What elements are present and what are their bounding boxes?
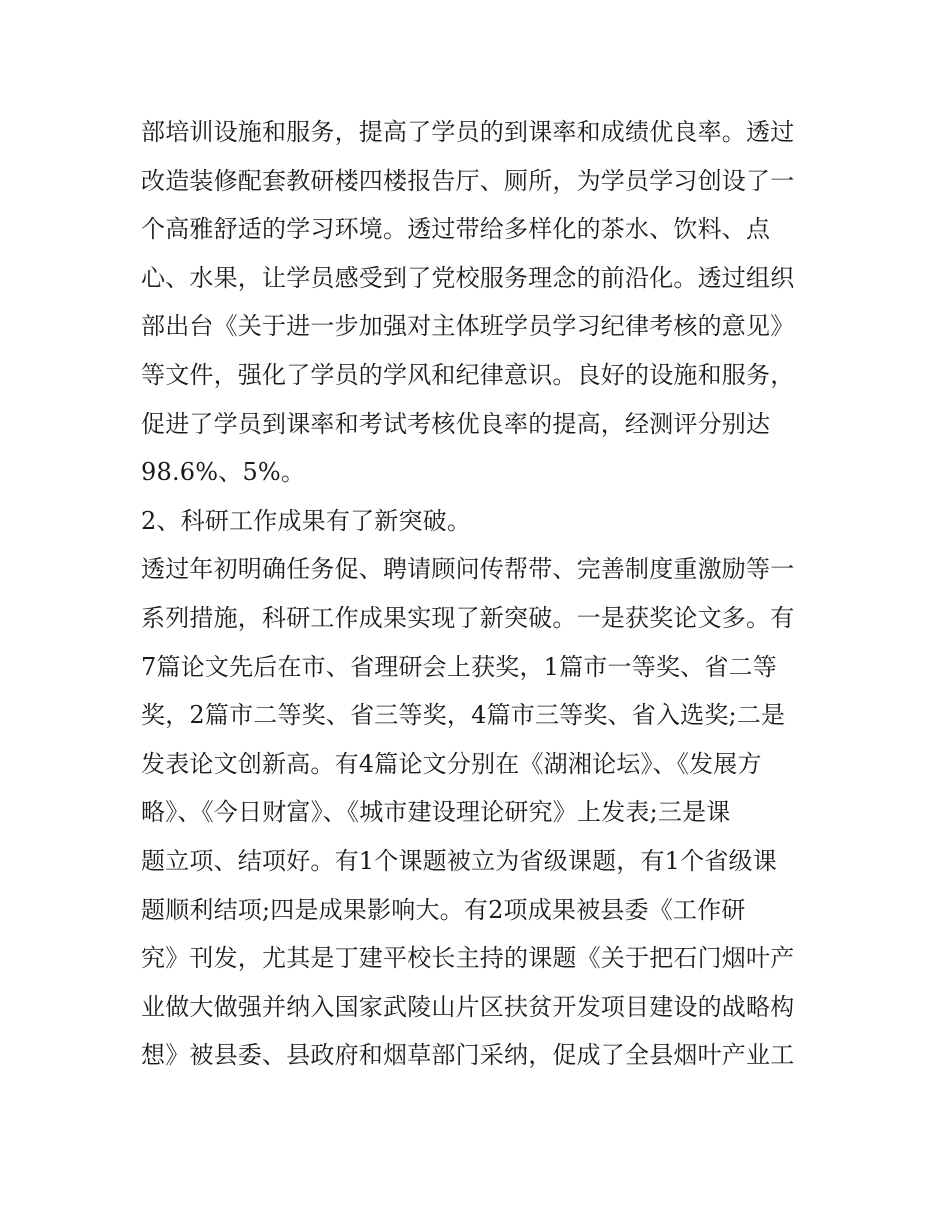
text-line: 个高雅舒适的学习环境。透过带给多样化的茶水、饮料、点 <box>141 215 771 244</box>
text-line: 7篇论文先后在市、省理研会上获奖，1篇市一等奖、省二等 <box>141 652 777 681</box>
text-line: 业做大做强并纳入国家武陵山片区扶贫开发项目建设的战略构 <box>141 992 795 1021</box>
text-line: 部出台《关于进一步加强对主体班学员学习纪律考核的意见》 <box>141 312 795 341</box>
text-line: 略》、《今日财富》、《城市建设理论研究》上发表;三是课 <box>141 798 731 827</box>
text-line: 部培训设施和服务，提高了学员的到课率和成绩优良率。透过 <box>141 118 795 146</box>
text-line: 系列措施，科研工作成果实现了新突破。一是获奖论文多。有 <box>141 603 795 632</box>
text-line: 题立项、结项好。有1个课题被立为省级课题，有1个省级课 <box>141 846 777 875</box>
body-text <box>141 108 821 1080</box>
text-line: 等文件，强化了学员的学风和纪律意识。良好的设施和服务， <box>141 360 795 389</box>
section-heading: 2、科研工作成果有了新突破。 <box>141 506 472 535</box>
text-line: 发表论文创新高。有4篇论文分别在《湖湘论坛》、《发展方 <box>141 749 762 778</box>
text-line: 想》被县委、县政府和烟草部门采纳，促成了全县烟叶产业工 <box>141 1041 795 1070</box>
text-line: 究》刊发，尤其是丁建平校长主持的课题《关于把石门烟叶产 <box>141 944 795 973</box>
text-line: 透过年初明确任务促、聘请顾问传帮带、完善制度重激励等一 <box>141 555 795 584</box>
text-line: 心、水果，让学员感受到了党校服务理念的前沿化。透过组织 <box>141 263 795 292</box>
text-line: 98.6%、5%。 <box>141 458 306 487</box>
text-line: 促进了学员到课率和考试考核优良率的提高，经测评分别达 <box>141 409 771 438</box>
text-line: 奖，2篇市二等奖、省三等奖，4篇市三等奖、省入选奖;二是 <box>141 701 786 730</box>
text-line: 改造装修配套教研楼四楼报告厅、厕所，为学员学习创设了一 <box>141 166 795 195</box>
text-line: 题顺利结项;四是成果影响大。有2项成果被县委《工作研 <box>141 895 746 924</box>
